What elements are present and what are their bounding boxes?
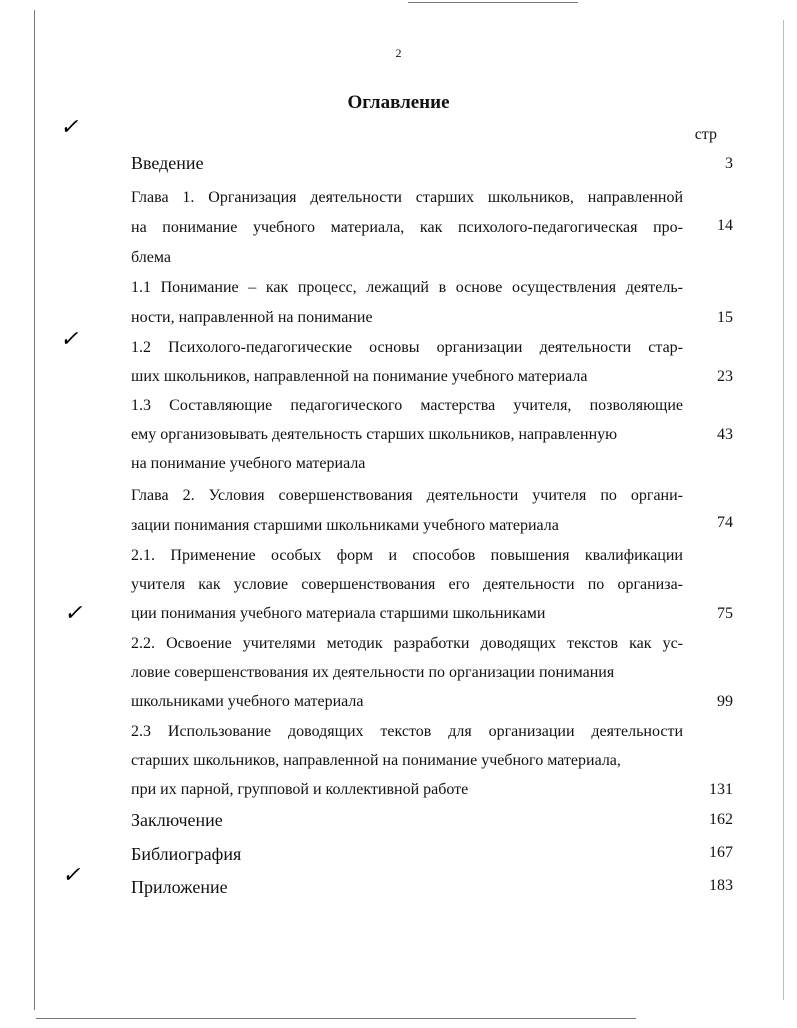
toc-s11-line-1: 1.1 Понимание – как процесс, лежащий в основе осуществления деятель- xyxy=(131,279,683,296)
margin-mark: ✓ xyxy=(60,114,79,139)
toc-intro-label: Введение xyxy=(131,153,204,173)
page-title: Оглавление xyxy=(347,92,450,113)
toc-s23-page: 131 xyxy=(709,781,733,798)
toc-intro-page: 3 xyxy=(725,155,733,172)
toc-appendix-label: Приложение xyxy=(131,877,228,897)
scan-border-left xyxy=(34,10,35,1010)
toc-s22-line-3: школьниками учебного материала xyxy=(131,693,364,710)
toc-s13-page: 43 xyxy=(717,426,733,443)
toc-s22-line-1: 2.2. Освоение учителями методик разработки доводящих текстов как ус- xyxy=(131,635,683,652)
toc-ch1-page: 14 xyxy=(717,217,733,234)
toc-s22-line-2: ловие совершенствования их деятельности по организации понимания xyxy=(131,664,615,681)
toc-s21-page: 75 xyxy=(717,605,733,622)
toc-ch2-line-1: Глава 2. Условия совершенствования деятельности учителя по органи- xyxy=(131,487,683,504)
toc-appendix-page: 183 xyxy=(709,877,733,894)
toc-conclusion-page: 162 xyxy=(709,811,733,828)
toc-ch1-line-3: блема xyxy=(131,249,171,266)
toc-bibliography-page: 167 xyxy=(709,844,733,861)
toc-s13-line-1: 1.3 Составляющие педагогического мастерства учителя, позволяющие xyxy=(131,397,683,414)
toc-ch1-line-2: на понимание учебного материала, как психолого-педагогическая про- xyxy=(131,219,683,236)
toc-s21-line-2: учителя как условие совершенствования его деятельности по организа- xyxy=(131,576,683,593)
margin-mark: ✓ xyxy=(64,600,83,625)
margin-mark: ✓ xyxy=(60,326,79,351)
margin-mark: ✓ xyxy=(62,862,81,887)
toc-s23-line-3: при их парной, групповой и коллективной работе xyxy=(131,781,469,798)
toc-s12-line-2: ших школьников, направленной на понимание учебного материала xyxy=(131,368,588,385)
toc-s12-line-1: 1.2 Психолого-педагогические основы организации деятельности стар- xyxy=(131,339,683,356)
toc-conclusion-label: Заключение xyxy=(131,810,223,830)
toc-s21-line-3: ции понимания учебного материала старшими школьниками xyxy=(131,605,546,622)
toc-s13-line-3: на понимание учебного материала xyxy=(131,455,366,472)
toc-s11-line-2: ности, направленной на понимание xyxy=(131,309,373,326)
toc-s12-page: 23 xyxy=(717,368,733,385)
toc-ch1-line-1: Глава 1. Организация деятельности старших школьников, направленной xyxy=(131,189,683,206)
toc-ch2-page: 74 xyxy=(717,514,733,531)
page-number: 2 xyxy=(395,46,402,60)
scan-border-top xyxy=(408,2,578,3)
toc-ch2-line-2: зации понимания старшими школьниками учебного материала xyxy=(131,517,559,534)
toc-s13-line-2: ему организовывать деятельность старших школьников, направленную xyxy=(131,426,618,443)
toc-s11-page: 15 xyxy=(717,309,733,326)
toc-s23-line-2: старших школьников, направленной на понимание учебного материала, xyxy=(131,752,621,769)
scan-border-bottom xyxy=(36,1018,636,1019)
toc-s23-line-1: 2.3 Использование доводящих текстов для организации деятельности xyxy=(131,723,683,740)
toc-s22-page: 99 xyxy=(717,693,733,710)
toc-s21-line-1: 2.1. Применение особых форм и способов повышения квалификации xyxy=(131,547,683,564)
page-column-label: стр xyxy=(694,126,717,143)
toc-bibliography-label: Библиография xyxy=(131,844,242,864)
scan-border-right xyxy=(783,20,784,1000)
